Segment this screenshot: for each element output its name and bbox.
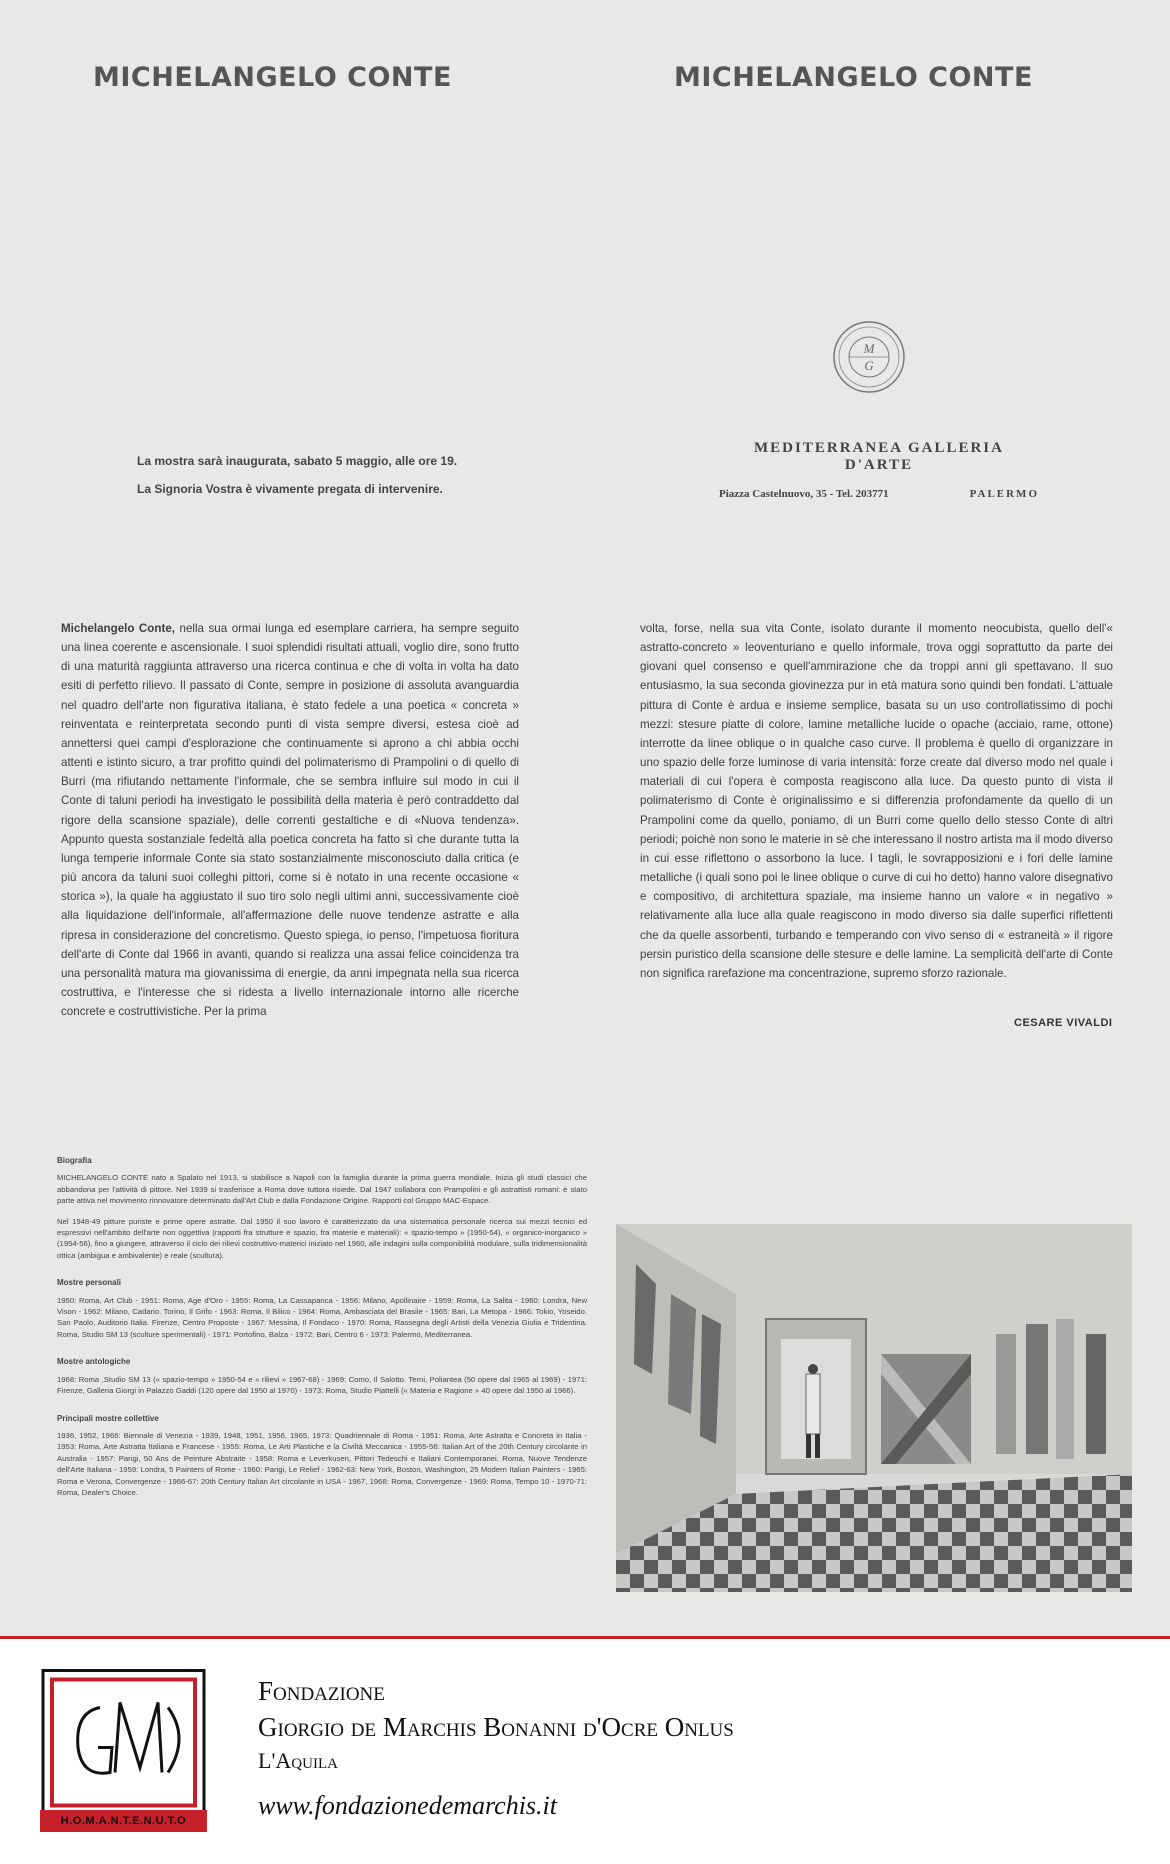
foundation-city: L'Aquila (258, 1748, 338, 1773)
foundation-logo (40, 1660, 207, 1825)
gallery-info (719, 440, 1039, 500)
biografia-heading: Biografia (57, 1156, 92, 1165)
gallery-address: Piazza Castelnuovo, 35 - Tel. 203771 (719, 488, 889, 500)
foundation-name-block (258, 1673, 734, 1777)
foundation-website-link[interactable]: www.fondazionedemarchis.it (258, 1791, 557, 1820)
invitation-line-2: La Signoria Vostra è vivamente pregata di intervenire. (137, 482, 443, 496)
svg-text:M: M (863, 341, 875, 356)
artist-title-left: MICHELANGELO CONTE (93, 62, 452, 93)
gallery-city: PALERMO (969, 488, 1039, 500)
biografia-paragraph-1: MICHELANGELO CONTE nato a Spalato nel 1913, si stabilisce a Napoli con la famiglia durante la prima guerra mondiale. Inizia gli studi classici che abbandona per l'attività di pittore. Nel 1939 si trasferisce a Roma dove tuttora risiede. Dal 1947 collabora con Prampolini e gli astrattisti romani: è stato parte attiva nel movimento rinnovatore determinato dall'Art Club e dalla Fondazione Origine. Rapporti col Gruppo MAC-Espace. (57, 1173, 587, 1206)
collettive-text: 1936, 1952, 1966: Biennale di Venezia - 1939, 1948, 1951, 1956, 1965, 1973: Quadriennale di Roma - 1951: Roma, Arte Astratta e Concreta in Italia - 1953: Roma, Arte Astratta Italiana e Francese - 1955: Roma, Le Arti Plastiche e la Civiltà Meccanica - 1955-56: Italian Art of the 20th Century circolante in Australia - 1957: Parigi, 50 Ans de Peinture Abstraite - 1958: Roma e Leverkusen, Pittori Tedeschi e Italiani Contemporanei. Roma, Nuove Tendenze dell'Arte Italiana - 1959: Londra, 5 Painters of Rome - 1960: Parigi, Le Relief - 1962-63: New York, Boston, Washington, 25 Modern Italian Painters - 1965: Roma e Verona, Convergenze - 1966-67: 20th Century Italian Art circolante in USA - 1967, 1968: Roma, Convergenze - 1969: Roma, Tempo 10 - 1970-71: Roma, Dealer's Choice. (57, 1430, 587, 1497)
personali-heading: Mostre personali (57, 1278, 122, 1288)
essay-author: CESARE VIVALDI (1014, 1017, 1113, 1029)
svg-text:G: G (864, 358, 874, 373)
foundation-footer (0, 1639, 1170, 1864)
biografia-paragraph-2: Nel 1948-49 pitture puriste e prime opere astratte. Dal 1950 il suo lavoro è caratterizzato da una sistematica personale ricerca sui mezzi tecnici ed espressivi nell'ambito dell'arte non oggettiva (rapporti fra strutture e spazio, fra materie e materiali): « spazio-tempo » (1950-54), « organico-inorganico » (1954-56), fino a giungere, attraverso il ciclo dei rilievi costruttivo-materici iniziato nel 1960, alle indagini sulla componibilità modulare, sulla tridimensionalità ottica (ambigua e ambivalente) e reale (scultura). (57, 1216, 587, 1260)
artist-title-right: MICHELANGELO CONTE (674, 62, 1033, 93)
foundation-label: Fondazione (258, 1676, 385, 1706)
gallery-name: MEDITERRANEA GALLERIA D'ARTE (754, 440, 1004, 473)
antologiche-heading: Mostre antologiche (57, 1357, 131, 1367)
invitation-line-1: La mostra sarà inaugurata, sabato 5 maggio, alle ore 19. (137, 454, 458, 468)
gallery-seal-logo (832, 320, 906, 394)
personali-text: 1950: Roma, Art Club - 1951: Roma, Age d'Oro - 1955: Roma, La Cassapanca - 1956: Milano, Apollinaire - 1959: Roma, La Salita - 1960: Londra, New Vison - 1962: Milano, Cadario. Torino, Il Grifo - 1963: Roma, Il Bilico - 1964: Roma, Ambasciata del Brasile - 1965: Bari, La Metopa - 1966: Tokio, Yoseido. San Paolo, Auditorio Italia. Firenze, Centro Proposte - 1967: Messina, Il Fondaco - 1970: Roma, Rassegna degli Artisti della Venezia Giulia e Tridentina. Roma, Studio SM 13 (sculture sperimentali) - 1971: Portofino, Balza - 1972: Bari, Centro 6 - 1973: Palermo, Mediterranea. (57, 1295, 587, 1339)
essay-column-right: volta, forse, nella sua vita Conte, isolato durante il momento neocubista, quello dell'« astratto-concreto » leoventuriano e quello informale, trova oggi soprattutto da parte dei giovani quel consenso e quell'ammirazione che da troppi anni gli spettavano. Il suo entusiasmo, la sua seconda giovinezza pur in età matura sono quindi ben fondati. L'attuale pittura di Conte è ardua e insieme semplice, basata su un uso controllatissimo di pochi mezzi: stesure piatte di colore, lamine metalliche lucide o opache (acciaio, rame, ottone) interrotte da linee oblique o in qualche caso curve. Il problema è quello di organizzare in uno spazio delle forze luminose di varia intensità: forze create dal diverso modo nel quale i materiali di cui l'opera è composta reagiscono alla luce. Da questo punto di vista il polimaterismo di Conte è originalissimo e si differenzia profondamente da quello di un Prampolini come da quello, poniamo, di un Burri come quello dello stesso Conte di altri periodi; poichè non sono le materie in sè che interessano il nostro artista ma il modo diverso in cui esse riflettono o assorbono la luce. I tagli, le sovrapposizioni e i fori delle lamine metalliche (i quali sono poi le linee oblique o curve di cui ho detto) hanno valore disegnativo e compositivo, di architettura spaziale, ma insieme hanno un valore « in negativo » relativamente alla luce alla quale reagiscono in modo diverso sia dalle superfici riflettenti che da quelle assorbenti, turbando e temperando con vivo senso di « estraneità » il rigore persin puristico della scansione delle stesure e delle lamine. La semplicità dell'arte di Conte non significa rarefazione ma concentrazione, supremo sforzo razionale. (640, 622, 1113, 980)
essay-column-left (61, 619, 519, 1021)
invitation-text (137, 447, 457, 503)
biography-section (57, 1155, 587, 1507)
collettive-heading: Principali mostre collettive (57, 1413, 159, 1423)
logo-tagline: H.O.M.A.N.T.E.N.U.T.O (40, 1810, 207, 1832)
gallery-address-row (719, 488, 1039, 500)
essay-left-text: nella sua ormai lunga ed esemplare carriera, ha sempre seguito una linea coerente e ascensionale. I suoi splendidi risultati attuali, voglio dire, sono frutto di una maturità raggiunta attraverso una ricerca continua e che di volta in volta ha dato esiti di perfetto rilievo. Il passato di Conte, sempre in posizione di assoluta avanguardia nel quadro dell'arte non figurativa italiana, è stato fedele a una poetica « concreta » reinventata e reinterpretata secondo punti di vista sempre diversi, estesa cioè ad annettersi quei campi d'esplorazione che continuamente si aprono a chi abbia occhi attenti e istinto sicuro, a trar profitto quindi del polimaterismo di Prampolini o di quello di Burri (ma rifiutando nettamente l'informale, che se sembra influire sul modo in cui il Conte di taluni periodi ha investigato le possibilità della materia è però contraddetto dal rigore della scansione spaziale), delle correnti gestaltiche e di «Nuova tendenza». Appunto questa sostanziale fedeltà alla poetica concreta ha fatto sì che durante tutta la lunga temperie informale Conte sia stato sostanzialmente misconosciuto dalla critica (e più ancora da taluni suoi colleghi pittori, come si è notato in una recente occasione « storica »), la quale ha aggiustato il suo tiro solo negli ultimi anni, successivamente cioè alla liquidazione dell'informale, all'affermazione delle nuove tendenze astratte e alla ripresa in considerazione del concretismo. Questo spiega, io penso, l'impetuosa fioritura dell'arte di Conte dal 1966 in avanti, quando si realizza una assai felice coincidenza tra una personalità matura ma giovanissima di energie, da anni impegnata nella sua ricerca costruttiva, e l'interesse che si ridesta a livello internazionale intorno alle ricerche concrete e costruttivistiche. Per la prima (61, 622, 519, 1019)
antologiche-text: 1968: Roma ,Studio SM 13 (« spazio-tempo » 1950-54 e « rilievi » 1967-68) - 1969: Como, Il Salotto. Terni, Poliantea (50 opere dal 1965 al 1969) - 1971: Firenze, Galleria Giorgi in Palazzo Gaddi (120 opere dal 1950 al 1970) - 1973: Roma, Studio Piattelli (« Materia e Ragione » 40 opere dal 1950 al 1966). (57, 1374, 587, 1396)
foundation-name: Giorgio de Marchis Bonanni d'Ocre Onlus (258, 1712, 734, 1742)
essay-lead: Michelangelo Conte, (61, 622, 176, 635)
gallery-interior-photo (616, 1224, 1132, 1592)
